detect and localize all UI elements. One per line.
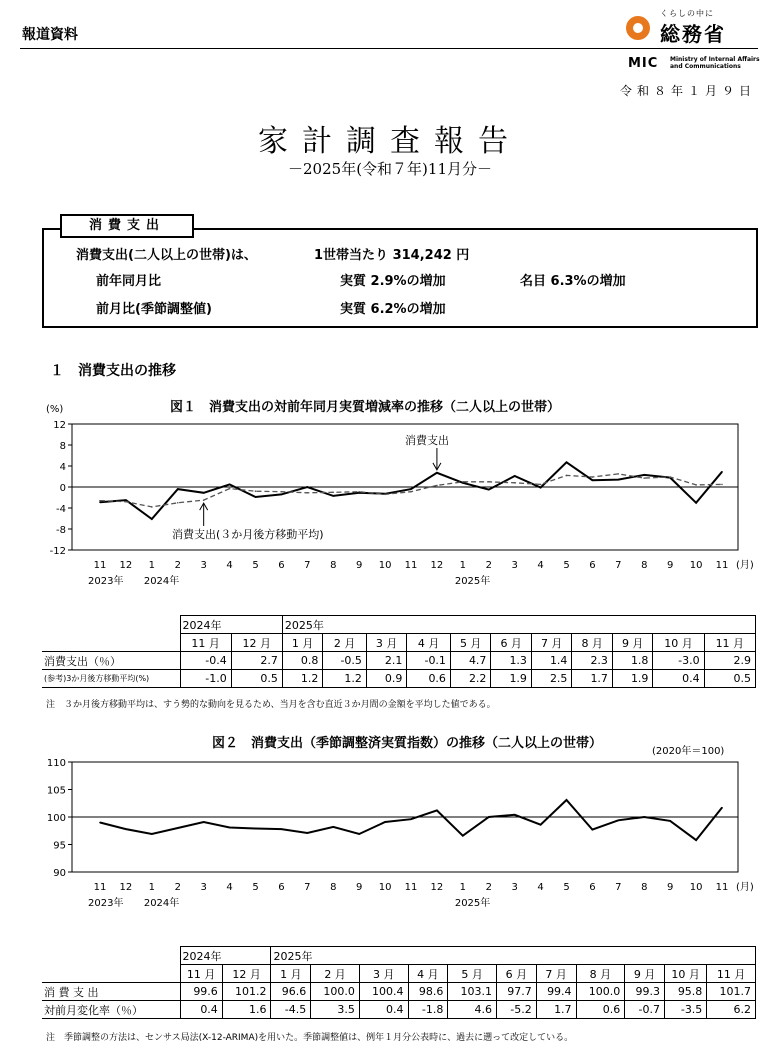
y-tick-label: 100 <box>46 813 66 824</box>
consumption-point <box>436 810 438 812</box>
table-header-month-row <box>42 965 756 983</box>
x-tick-label: 8 <box>330 560 337 571</box>
consumption-point <box>410 818 412 820</box>
row-label: (参考)3か月後方移動平均(%) <box>42 670 180 688</box>
x-tick-label: 11 <box>715 882 729 893</box>
consumption-point <box>384 821 386 823</box>
x-tick-label: 6 <box>278 560 285 571</box>
month-header: 2 月 <box>323 634 367 652</box>
moving-average-point <box>488 481 490 483</box>
table-corner-cell <box>42 634 180 652</box>
consumption-point <box>177 827 179 829</box>
table-cell: 0.5 <box>704 670 755 688</box>
y-tick-label: -12 <box>49 546 66 557</box>
page-title: 家計調査報告 <box>258 124 522 159</box>
table-cell: -5.2 <box>496 1001 536 1019</box>
moving-average-point <box>618 473 620 475</box>
table-cell: 99.3 <box>625 983 665 1001</box>
table-cell: 1.7 <box>572 670 613 688</box>
press-release-label: 報道資料 <box>22 27 78 43</box>
table-cell: 0.8 <box>282 652 323 670</box>
x-tick-label: 2 <box>174 560 181 571</box>
month-header: 1 月 <box>282 634 323 652</box>
consumption-point <box>488 816 490 818</box>
table-cell: 1.9 <box>612 670 653 688</box>
year-2025-header: 2025年 <box>282 616 755 634</box>
consumption-point <box>99 822 101 824</box>
x-tick-label: 6 <box>589 560 596 571</box>
moving-average-point <box>436 485 438 487</box>
consumption-point <box>410 488 412 490</box>
table-cell: 4.6 <box>448 1001 497 1019</box>
section-heading: １ 消費支出の推移 <box>50 363 176 379</box>
year-2024-header: 2024年 <box>180 947 271 965</box>
table-cell: 1.2 <box>323 670 367 688</box>
table-corner-cell <box>42 947 180 965</box>
month-header: 4 月 <box>407 634 451 652</box>
x-tick-label: 1 <box>148 560 156 571</box>
table-header-year-row <box>42 616 756 634</box>
table-corner-cell <box>42 965 180 983</box>
moving-average-point <box>566 475 568 477</box>
x-tick-label: 11 <box>404 882 418 893</box>
x-unit-label: (月) <box>736 560 754 571</box>
month-header: 10 月 <box>653 634 704 652</box>
x-tick-label: 1 <box>148 882 156 893</box>
table-cell: -0.7 <box>625 1001 665 1019</box>
month-header: 9 月 <box>612 634 653 652</box>
table-row <box>42 652 756 670</box>
table-cell: -0.1 <box>407 652 451 670</box>
x-tick-label: 3 <box>511 882 518 893</box>
moving-average-point <box>592 476 594 478</box>
y-tick-label: -8 <box>56 525 66 536</box>
month-header: 2 月 <box>311 965 360 983</box>
x-tick-label: 10 <box>378 882 392 893</box>
moving-average-point <box>332 491 334 493</box>
month-header: 11 月 <box>180 965 222 983</box>
mic-line-2: and Communications <box>670 63 741 70</box>
consumption-point <box>99 501 101 503</box>
x-tick-label: 10 <box>378 560 392 571</box>
mic-logo: MIC <box>628 56 659 71</box>
x-tick-label: 1 <box>459 560 467 571</box>
month-header: 10 月 <box>665 965 707 983</box>
table-cell: 100.0 <box>311 983 360 1001</box>
consumption-point <box>125 499 127 501</box>
consumption-point <box>540 487 542 489</box>
x-tick-label: 7 <box>304 560 311 571</box>
y-tick-label: 90 <box>53 868 66 879</box>
table-cell: 0.4 <box>653 670 704 688</box>
x-tick-label: 4 <box>537 560 544 571</box>
year-label-2023: 2023年 <box>88 576 124 587</box>
table-cell: 95.8 <box>665 983 707 1001</box>
consumption-point <box>669 820 671 822</box>
month-header: 12 月 <box>231 634 282 652</box>
summary-line1-right: 1世帯当たり 314,242 円 <box>314 248 470 263</box>
moving-average-point <box>125 501 127 503</box>
table-cell: 99.4 <box>536 983 576 1001</box>
y-tick-label: 95 <box>53 840 66 852</box>
summary-line3-label: 前月比(季節調整値) <box>96 302 212 317</box>
moving-average-point <box>540 484 542 486</box>
consumption-point <box>151 833 153 835</box>
consumption-point <box>307 832 309 834</box>
x-tick-label: 4 <box>226 560 233 571</box>
consumption-point <box>592 479 594 481</box>
x-tick-label: 5 <box>252 882 259 893</box>
year-label-2023: 2023年 <box>88 898 124 909</box>
table-cell: 2.9 <box>704 652 755 670</box>
year-label-2025: 2025年 <box>454 898 491 909</box>
month-header: 5 月 <box>448 965 497 983</box>
consumption-point <box>281 828 283 830</box>
x-tick-label: 2 <box>174 882 181 893</box>
month-header: 11 月 <box>180 634 231 652</box>
year-label-2024: 2024年 <box>143 898 180 909</box>
consumption-point <box>514 814 516 816</box>
y-tick-label: 12 <box>53 420 66 431</box>
summary-line2-nominal: 名目 6.3%の増加 <box>520 274 626 289</box>
moving-average-point <box>281 491 283 493</box>
table-cell: 1.7 <box>536 1001 576 1019</box>
table-cell: -1.8 <box>408 1001 448 1019</box>
table-cell: 0.6 <box>576 1001 625 1019</box>
mic-line-1: Ministry of Internal Affairs <box>670 56 760 63</box>
consumption-point <box>592 829 594 831</box>
consumption-point <box>332 826 334 828</box>
table-cell: -0.5 <box>323 652 367 670</box>
y-tick-label: 4 <box>59 462 66 473</box>
moving-average-point <box>643 477 645 479</box>
x-tick-label: 7 <box>615 560 622 571</box>
annotation-consumption: 消費支出 <box>405 434 449 447</box>
table-cell: 97.7 <box>496 983 536 1001</box>
consumption-point <box>566 462 568 464</box>
month-header: 7 月 <box>531 634 572 652</box>
table-cell: 98.6 <box>408 983 448 1001</box>
table-cell: 0.4 <box>180 1001 222 1019</box>
x-tick-label: 3 <box>200 560 207 571</box>
table2 <box>42 946 756 1019</box>
table-cell: 1.4 <box>531 652 572 670</box>
table-cell: 0.6 <box>407 670 451 688</box>
x-tick-label: 12 <box>430 882 444 893</box>
moving-average-point <box>384 494 386 496</box>
release-date: 令和８年１月９日 <box>619 84 756 98</box>
consumption-point <box>540 824 542 826</box>
x-tick-label: 4 <box>226 882 233 893</box>
page-subtitle: －2025年(令和７年)11月分－ <box>288 160 492 178</box>
table-cell: -1.0 <box>180 670 231 688</box>
consumption-point <box>307 486 309 488</box>
year-label-2025: 2025年 <box>454 576 491 587</box>
moving-average-point <box>229 488 231 490</box>
month-header: 7 月 <box>536 965 576 983</box>
month-header: 5 月 <box>450 634 491 652</box>
year-label-2024: 2024年 <box>143 576 180 587</box>
summary-tab: 消費支出 <box>60 214 194 238</box>
x-tick-label: 5 <box>563 882 570 893</box>
x-tick-label: 8 <box>330 882 337 893</box>
x-tick-label: 11 <box>715 560 729 571</box>
moving-average-point <box>721 484 723 486</box>
x-tick-label: 7 <box>615 882 622 893</box>
table-cell: 96.6 <box>271 983 311 1001</box>
moving-average-point <box>203 499 205 501</box>
month-header: 9 月 <box>625 965 665 983</box>
table-cell: -3.5 <box>665 1001 707 1019</box>
table-header-year-row <box>42 947 756 965</box>
series-consumption-line <box>100 800 722 840</box>
month-header: 8 月 <box>572 634 613 652</box>
x-unit-label: (月) <box>736 882 754 893</box>
table-cell: 6.2 <box>707 1001 756 1019</box>
month-header: 11 月 <box>704 634 755 652</box>
consumption-point <box>229 827 231 829</box>
fig1-title: 図１ 消費支出の対前年同月実質増減率の推移（二人以上の世帯） <box>170 400 561 415</box>
y-tick-label: 105 <box>46 785 66 797</box>
table-cell: 100.4 <box>359 983 408 1001</box>
table-cell: 99.6 <box>180 983 222 1001</box>
table-row <box>42 983 756 1001</box>
x-tick-label: 11 <box>404 560 418 571</box>
table1-note: 注 ３か月後方移動平均は、すう勢的な動向を見るため、当月を含む直近３か月間の金額を平均した値である。 <box>46 700 496 710</box>
consumption-point <box>618 479 620 481</box>
x-tick-label: 5 <box>252 560 259 571</box>
row-label: 消費支出（％） <box>42 652 180 670</box>
moving-average-point <box>514 482 516 484</box>
consumption-point <box>177 488 179 490</box>
consumption-point <box>203 821 205 823</box>
x-tick-label: 3 <box>511 560 518 571</box>
consumption-point <box>643 474 645 476</box>
table-cell: -0.4 <box>180 652 231 670</box>
x-tick-label: 2 <box>485 882 492 893</box>
table-cell: 103.1 <box>448 983 497 1001</box>
table-cell: 2.7 <box>231 652 282 670</box>
summary-line1-left: 消費支出(二人以上の世帯)は、 <box>76 248 257 263</box>
x-tick-label: 7 <box>304 882 311 893</box>
summary-line3-real: 実質 6.2%の増加 <box>340 302 446 317</box>
consumption-point <box>488 489 490 491</box>
y-tick-label: 8 <box>59 441 66 452</box>
fig2-chart <box>0 700 780 930</box>
moving-average-point <box>462 481 464 483</box>
table-cell: 1.6 <box>222 1001 271 1019</box>
month-header: 6 月 <box>496 965 536 983</box>
table-cell: 2.5 <box>531 670 572 688</box>
fig2-base: (2020年＝100) <box>652 746 725 757</box>
table-cell: 1.2 <box>282 670 323 688</box>
x-tick-label: 12 <box>119 882 133 893</box>
x-tick-label: 3 <box>200 882 207 893</box>
table-corner-cell <box>42 616 180 634</box>
table-cell: 2.2 <box>450 670 491 688</box>
x-tick-label: 10 <box>689 882 703 893</box>
x-tick-label: 9 <box>355 882 363 893</box>
x-tick-label: 9 <box>355 560 363 571</box>
x-tick-label: 4 <box>537 882 544 893</box>
month-header: 8 月 <box>576 965 625 983</box>
x-tick-label: 8 <box>641 882 648 893</box>
y-tick-label: 110 <box>46 758 66 769</box>
table-cell: 2.1 <box>366 652 407 670</box>
month-header: 4 月 <box>408 965 448 983</box>
x-tick-label: 6 <box>589 882 596 893</box>
moving-average-point <box>151 506 153 508</box>
month-header: 3 月 <box>366 634 407 652</box>
logo-tagline: くらしの中に <box>660 9 714 18</box>
consumption-point <box>255 828 257 830</box>
moving-average-point <box>307 492 309 494</box>
x-tick-label: 12 <box>119 560 133 571</box>
consumption-point <box>229 484 231 486</box>
x-tick-label: 2 <box>485 560 492 571</box>
x-tick-label: 12 <box>430 560 444 571</box>
table-row <box>42 1001 756 1019</box>
table-cell: 2.3 <box>572 652 613 670</box>
consumption-point <box>255 496 257 498</box>
consumption-point <box>618 820 620 822</box>
table1 <box>42 615 756 688</box>
consumption-point <box>281 494 283 496</box>
consumption-point <box>462 835 464 837</box>
moving-average-point <box>410 491 412 493</box>
x-tick-label: 11 <box>93 560 107 571</box>
fig2-title: 図２ 消費支出（季節調整済実質指数）の推移（二人以上の世帯） <box>212 736 603 751</box>
annotation-moving-average: 消費支出(３か月後方移動平均) <box>172 528 324 541</box>
consumption-point <box>721 807 723 809</box>
year-2024-header: 2024年 <box>180 616 282 634</box>
table-cell: -4.5 <box>271 1001 311 1019</box>
consumption-point <box>332 495 334 497</box>
consumption-point <box>436 472 438 474</box>
table-header-month-row <box>42 634 756 652</box>
month-header: 3 月 <box>359 965 408 983</box>
table-cell: 101.2 <box>222 983 271 1001</box>
y-tick-label: -4 <box>56 504 66 515</box>
consumption-point <box>203 492 205 494</box>
fig1-unit: (%) <box>46 404 64 415</box>
table-cell: 3.5 <box>311 1001 360 1019</box>
x-tick-label: 10 <box>689 560 703 571</box>
consumption-point <box>358 833 360 835</box>
table-cell: 0.5 <box>231 670 282 688</box>
table-cell: 1.8 <box>612 652 653 670</box>
moving-average-point <box>99 500 101 502</box>
table-cell: 4.7 <box>450 652 491 670</box>
x-tick-label: 9 <box>666 882 674 893</box>
x-tick-label: 1 <box>459 882 467 893</box>
logo-name: 総務省 <box>660 22 726 46</box>
month-header: 1 月 <box>271 965 311 983</box>
consumption-point <box>514 475 516 477</box>
table-cell: 1.9 <box>491 670 532 688</box>
consumption-point <box>566 799 568 801</box>
table-cell: 1.3 <box>491 652 532 670</box>
y-tick-label: 0 <box>59 483 66 494</box>
summary-line2-label: 前年同月比 <box>96 274 162 289</box>
moving-average-point <box>358 491 360 493</box>
moving-average-point <box>695 484 697 486</box>
month-header: 6 月 <box>491 634 532 652</box>
table-row <box>42 670 756 688</box>
table-cell: 0.9 <box>366 670 407 688</box>
consumption-point <box>695 502 697 504</box>
month-header: 12 月 <box>222 965 271 983</box>
table2-note: 注 季節調整の方法は、センサス局法(X-12-ARIMA)を用いた。季節調整値は、例年１月分公表時に、過去に遡って改定している。 <box>46 1033 574 1043</box>
consumption-point <box>721 471 723 473</box>
table-cell: 101.7 <box>707 983 756 1001</box>
x-tick-label: 5 <box>563 560 570 571</box>
month-header: 11 月 <box>707 965 756 983</box>
consumption-point <box>151 518 153 520</box>
x-tick-label: 9 <box>666 560 674 571</box>
consumption-point <box>643 816 645 818</box>
x-tick-label: 8 <box>641 560 648 571</box>
summary-line2-real: 実質 2.9%の増加 <box>340 274 446 289</box>
moving-average-point <box>255 490 257 492</box>
year-2025-header: 2025年 <box>271 947 756 965</box>
row-label: 消 費 支 出 <box>42 983 180 1001</box>
consumption-point <box>695 839 697 841</box>
x-tick-label: 6 <box>278 882 285 893</box>
consumption-point <box>125 828 127 830</box>
row-label: 対前月変化率（％） <box>42 1001 180 1019</box>
x-tick-label: 11 <box>93 882 107 893</box>
series-consumption-line <box>100 462 722 519</box>
table-cell: 100.0 <box>576 983 625 1001</box>
moving-average-point <box>669 476 671 478</box>
moving-average-point <box>177 502 179 504</box>
table-cell: -3.0 <box>653 652 704 670</box>
table-cell: 0.4 <box>359 1001 408 1019</box>
